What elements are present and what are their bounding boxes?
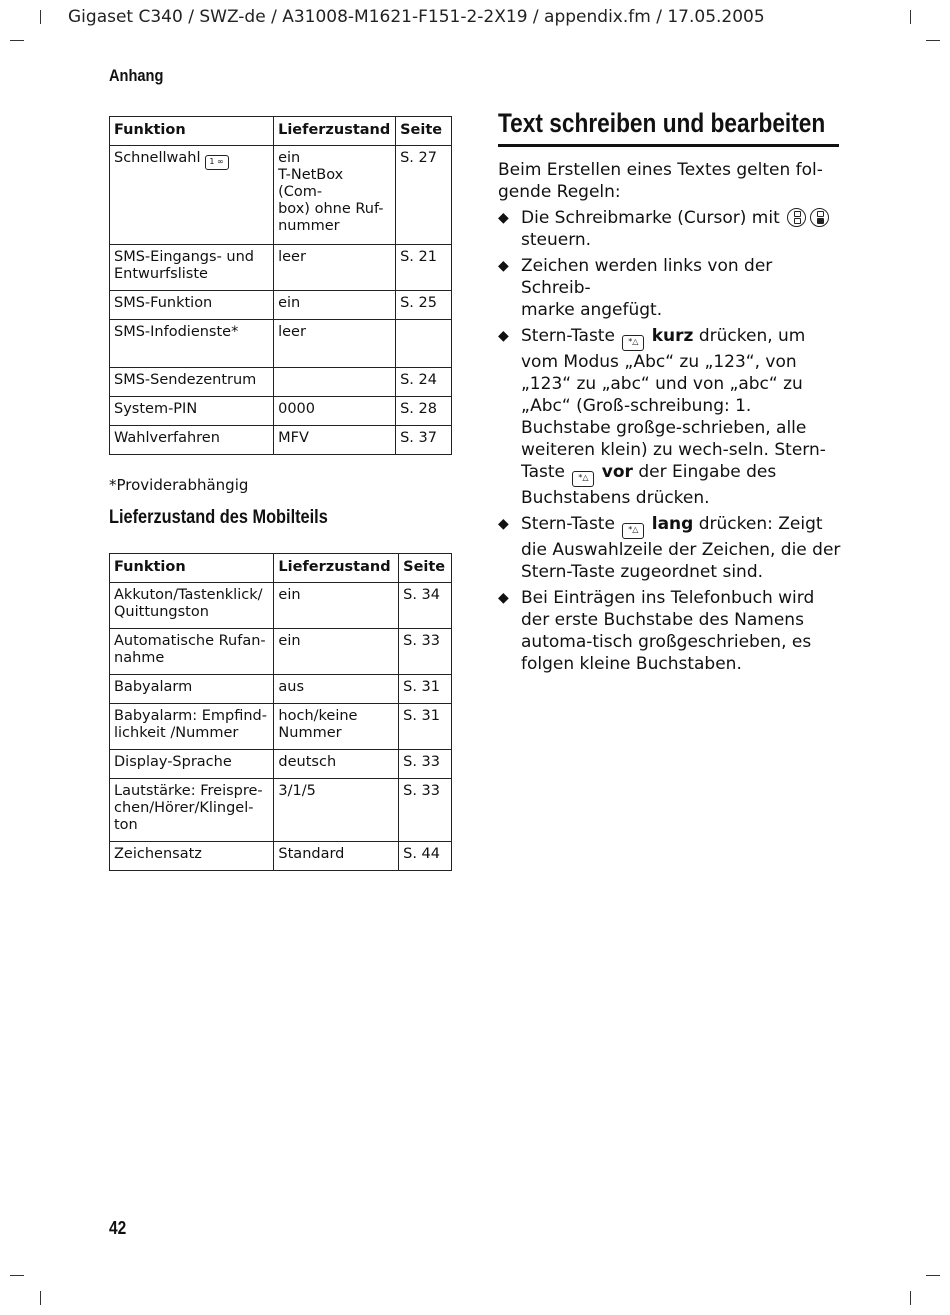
table-cell: MFV <box>274 426 396 455</box>
table-cell <box>274 368 396 397</box>
column-header: Seite <box>399 554 452 583</box>
column-header: Lieferzustand <box>274 117 396 146</box>
cell-text: Schnellwahl <box>114 150 201 166</box>
footnote: *Providerabhängig <box>109 476 249 494</box>
crop-mark <box>910 10 911 24</box>
table-cell: SMS-Sendezentrum <box>110 368 274 397</box>
rule-text: steuern. <box>521 230 592 250</box>
table-row <box>110 842 452 871</box>
table-cell <box>396 320 452 368</box>
table-cell: S. 34 <box>399 583 452 629</box>
section-heading: Lieferzustand des Mobilteils <box>109 507 328 528</box>
rule-text: Stern-Taste <box>521 326 615 346</box>
table-row <box>110 583 452 629</box>
list-item <box>498 325 841 509</box>
table-header-row <box>110 554 452 583</box>
table-row <box>110 750 452 779</box>
table-cell: Standard <box>274 842 399 871</box>
table-cell: S. 37 <box>396 426 452 455</box>
star-key-icon: *△ <box>572 471 594 487</box>
intro-paragraph: Beim Erstellen eines Textes gelten fol- gende Regeln: <box>498 160 823 202</box>
table-header-row <box>110 117 452 146</box>
column-header: Funktion <box>110 554 274 583</box>
table-row <box>110 320 452 368</box>
section-title: Text schreiben und bearbeiten <box>498 108 826 138</box>
document-header: Gigaset C340 / SWZ-de / A31008-M1621-F151-2-2X19 / appendix.fm / 17.05.2005 <box>68 7 765 27</box>
table-row <box>110 146 452 245</box>
crop-mark <box>40 1291 41 1305</box>
star-key-icon: *△ <box>622 335 644 351</box>
table-cell: hoch/keine Nummer <box>274 704 399 750</box>
table-cell: S. 24 <box>396 368 452 397</box>
column-header: Lieferzustand <box>274 554 399 583</box>
crop-mark <box>910 1291 911 1305</box>
table-row <box>110 675 452 704</box>
control-key-up-icon <box>787 208 806 227</box>
table-cell: S. 33 <box>399 629 452 675</box>
table-cell: SMS-Funktion <box>110 291 274 320</box>
settings-table <box>109 116 452 455</box>
table-cell: S. 31 <box>399 704 452 750</box>
table-cell: aus <box>274 675 399 704</box>
section-label: Anhang <box>109 66 164 85</box>
rule-text: Die Schreibmarke (Cursor) mit <box>521 208 780 228</box>
table-cell: ein T-NetBox (Com- box) ohne Ruf- nummer <box>274 146 396 245</box>
rules-list <box>498 207 841 675</box>
table-cell <box>110 146 274 245</box>
crop-mark <box>10 40 24 41</box>
table-cell: Lautstärke: Freispre- chen/Hörer/Klingel- ton <box>110 779 274 842</box>
table-row <box>110 426 452 455</box>
table-row <box>110 779 452 842</box>
crop-mark <box>926 1275 940 1276</box>
list-item <box>498 207 841 251</box>
crop-mark <box>40 10 41 24</box>
table-cell: leer <box>274 320 396 368</box>
rule-text: drücken: Zeigt die Auswahlzeile der Zeichen, die der Stern-Taste zugeordnet sind. <box>521 514 841 582</box>
list-item <box>498 255 841 321</box>
crop-mark <box>10 1275 24 1276</box>
table-cell: Display-Sprache <box>110 750 274 779</box>
table-cell: S. 27 <box>396 146 452 245</box>
table-row <box>110 704 452 750</box>
table-cell: ein <box>274 291 396 320</box>
star-key-icon: *△ <box>622 523 644 539</box>
rule-text: Stern-Taste <box>521 514 615 534</box>
rule-text: Bei Einträgen ins Telefonbuch wird der erste Buchstabe des Namens automa-tisch großgeschrieben, es folgen kleine Buchstaben. <box>521 588 815 674</box>
list-item <box>498 587 841 675</box>
table-cell: leer <box>274 245 396 291</box>
table-cell: Babyalarm: Empfind- lichkeit /Nummer <box>110 704 274 750</box>
table-cell: S. 44 <box>399 842 452 871</box>
page-number: 42 <box>109 1218 127 1238</box>
table-cell: Automatische Rufan- nahme <box>110 629 274 675</box>
table-cell: S. 28 <box>396 397 452 426</box>
rule-text: der Eingabe des Buchstabens drücken. <box>521 462 777 508</box>
column-header: Funktion <box>110 117 274 146</box>
emphasis-text: lang <box>651 514 694 534</box>
table-cell: System-PIN <box>110 397 274 426</box>
list-item <box>498 513 841 583</box>
table-cell: Akkuton/Tastenklick/ Quittungston <box>110 583 274 629</box>
table-cell: 0000 <box>274 397 396 426</box>
table-cell: Babyalarm <box>110 675 274 704</box>
table-cell: 3/1/5 <box>274 779 399 842</box>
column-header: Seite <box>396 117 452 146</box>
rule-text: drücken, um vom Modus „Abc“ zu „123“, von „123“ zu „abc“ und von „abc“ zu „Abc“ (Groß-schreibung: 1. Buchstabe großge-schrieben, alle weiteren klein) zu wech-seln. Stern-Taste <box>521 326 826 482</box>
text-editing-section <box>498 108 841 679</box>
title-underline <box>498 144 839 147</box>
table-row <box>110 245 452 291</box>
table-row <box>110 397 452 426</box>
rule-text: Zeichen werden links von der Schreib- marke angefügt. <box>521 256 773 320</box>
handset-defaults-table <box>109 553 452 871</box>
table-cell: S. 33 <box>399 779 452 842</box>
table-cell: Wahlverfahren <box>110 426 274 455</box>
table-cell: S. 25 <box>396 291 452 320</box>
table-row <box>110 629 452 675</box>
table-cell: ein <box>274 583 399 629</box>
table-cell: SMS-Infodienste* <box>110 320 274 368</box>
table-cell: S. 21 <box>396 245 452 291</box>
table-row <box>110 368 452 397</box>
table-cell: Zeichensatz <box>110 842 274 871</box>
table-cell: deutsch <box>274 750 399 779</box>
control-key-down-icon <box>810 208 829 227</box>
table-cell: S. 31 <box>399 675 452 704</box>
key-1-mailbox-icon: 1 ∞ <box>205 155 229 170</box>
table-cell: ein <box>274 629 399 675</box>
emphasis-text: kurz <box>651 326 694 346</box>
table-row <box>110 291 452 320</box>
table-cell: SMS-Eingangs- und Entwurfsliste <box>110 245 274 291</box>
emphasis-text: vor <box>601 462 633 482</box>
table-cell: S. 33 <box>399 750 452 779</box>
crop-mark <box>926 40 940 41</box>
